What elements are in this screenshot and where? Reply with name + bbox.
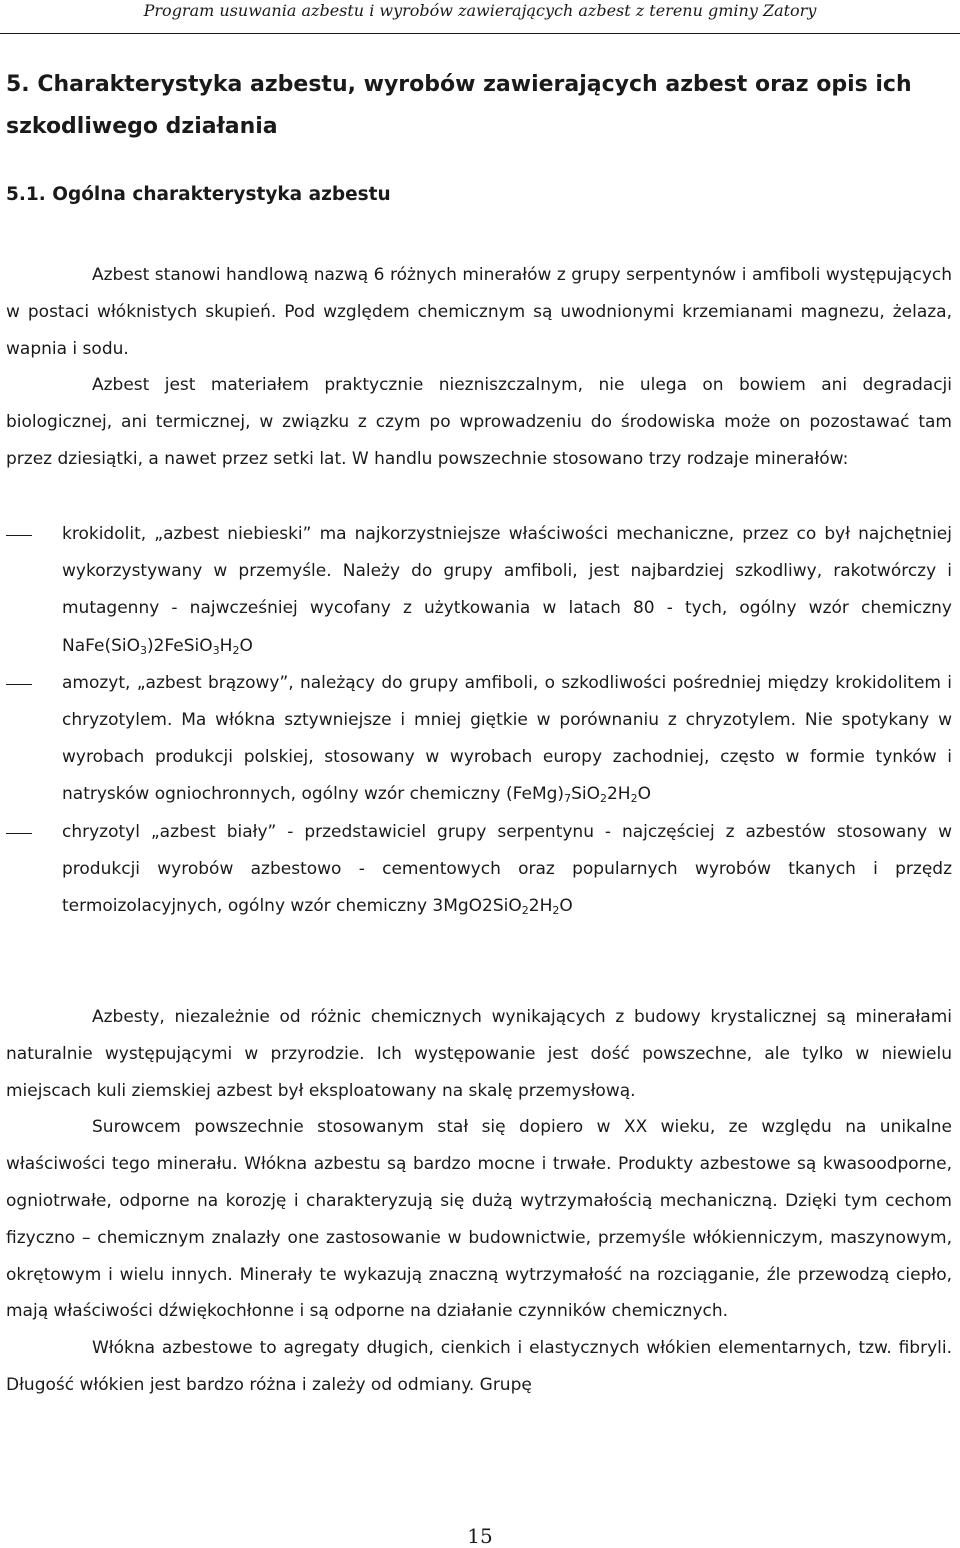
chemical-formula: $3MgO2SiO_22H_2O$ <box>432 896 573 918</box>
list-item-text: chryzotyl „azbest biały” - przedstawiciel grupy serpentynu - najczęściej z azbestów stosowany w produkcji wyrobów azbestowo - cementowych oraz popularnych wyrobów tkanych i przędz termoizolacyjnych, ogólny wzór chemiczny <box>62 821 952 917</box>
paragraph-properties: Azbest jest materiałem praktycznie niezniszczalnym, nie ulega on bowiem ani degradacji biologicznej, ani termicznej, w związku z czym po wprowadzeniu do środowiska może on pozostawać tam przez dziesiątki, a nawet przez setki lat. W handlu powszechnie stosowano trzy rodzaje minerałów: <box>6 375 952 469</box>
mineral-list <box>6 516 952 925</box>
list-item-text: krokidolit, „azbest niebieski” ma najkorzystniejsze właściwości mechaniczne, przez co był najchętniej wykorzystywany w przemyśle. Należy do grupy amfiboli, jest najbardziej szkodliwy, rakotwórczy i mutagenny - najwcześniej wycofany z użytkowania w latach 80 - tych, ogólny wzór chemiczny <box>62 524 952 619</box>
subsection-heading: 5.1. Ogólna charakterystyka azbestu <box>6 184 391 205</box>
chemical-formula: $NaFe(SiO_3)2FeSiO_3H_2O$ <box>62 635 253 657</box>
list-item <box>6 516 952 665</box>
section-heading: 5. Charakterystyka azbestu, wyrobów zawierających azbest oraz opis ich szkodliwego działania <box>6 72 912 139</box>
list-item <box>6 814 952 926</box>
page-number: 15 <box>467 1524 493 1548</box>
header-rule <box>0 33 960 34</box>
list-item-text: amozyt, „azbest brązowy”, należący do grupy amfiboli, o szkodliwości pośredniej między krokidolitem i chryzotylem. Ma włókna sztywniejsze i mniej giętkie w porównaniu z chryzotylem. Nie spotykany w wyrobach produkcji polskiej, stosowany w wyrobach europy zachodniej, często w formie tynków i natrysków ogniochronnych, ogólny wzór chemiczny <box>62 672 952 805</box>
intro-block <box>6 257 952 478</box>
closing-block <box>6 999 952 1404</box>
chemical-formula: $(FeMg)_7SiO_22H_2O$ <box>506 784 651 806</box>
paragraph-occurrence: Azbesty, niezależnie od różnic chemicznych wynikających z budowy krystalicznej są minerałami naturalnie występującymi w przyrodzie. Ich występowanie jest dość powszechne, ale tylko w niewielu miejscach kuli ziemskiej azbest był eksploatowany na skalę przemysłową. <box>6 1007 952 1101</box>
paragraph-definition: Azbest stanowi handlową nazwą 6 różnych minerałów z grupy serpentynów i amfiboli występujących w postaci włóknistych skupień. Pod względem chemicznym są uwodnionymi krzemianami magnezu, żelaza, wapnia i sodu. <box>6 265 952 359</box>
paragraph-usage: Surowcem powszechnie stosowanym stał się dopiero w XX wieku, ze względu na unikalne właściwości tego minerału. Włókna azbestu są bardzo mocne i trwałe. Produkty azbestowe są kwasoodporne, ogniotrwałe, odporne na korozję i charakteryzują się dużą wytrzymałością mechaniczną. Dzięki tym cechom fizyczno – chemicznym znalazły one zastosowanie w budownictwie, przemyśle włókienniczym, maszynowym, okrętowym i wielu innych. Minerały te wykazują znaczną wytrzymałość na rozciąganie, źle przewodzą ciepło, mają właściwości dźwiękochłonne i są odporne na działanie czynników chemicznych. <box>6 1117 952 1322</box>
list-item <box>6 665 952 814</box>
running-header: Program usuwania azbestu i wyrobów zawierających azbest z terenu gminy Zatory <box>143 1 817 20</box>
paragraph-fibers: Włókna azbestowe to agregaty długich, cienkich i elastycznych włókien elementarnych, tzw. fibryli. Długość włókien jest bardzo różna i zależy od odmiany. Grupę <box>6 1338 952 1395</box>
